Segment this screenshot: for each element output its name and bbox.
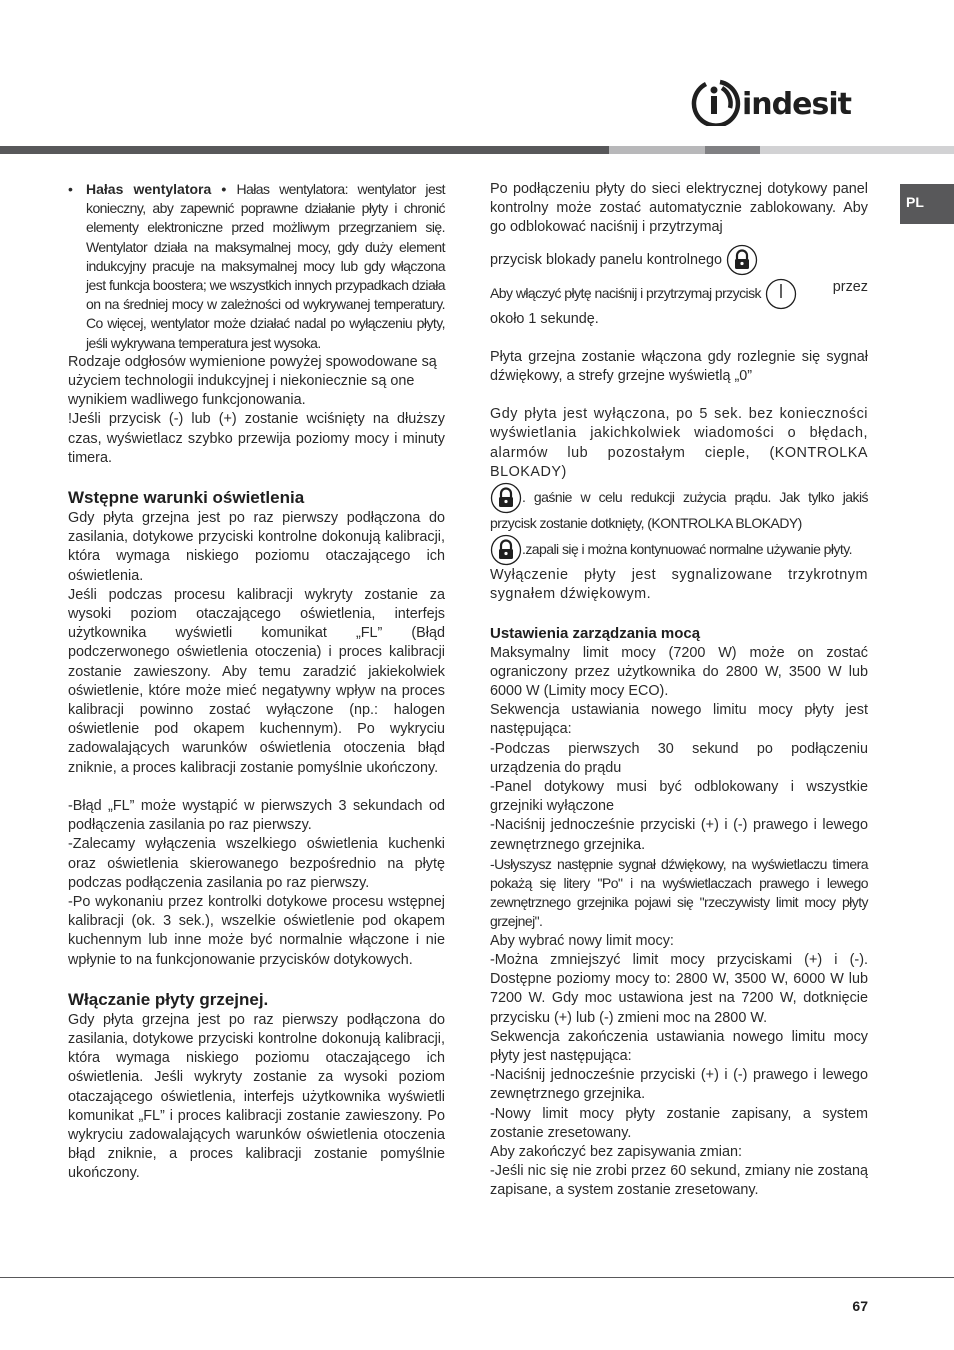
fan-noise-text: Hałas wentylatora: wentylator jest konieczny, aby zapewnić poprawne działanie płyty i chronić elementy elektroniczne przed możliwym przegrzaniem się. Wentylator działa na maksymalnej mocy, gdy duży element indukcyjny pracuje na maksymalnej mocy lub gdy włączona jest funkcja boostera; we wszystkich innych przypadkach działa on na średniej mocy w zależności od wykrywanej temperatury. Co więcej, wentylator może działać nadal po wyłączeniu płyty, jeśli wykrywana temperatura jest wysoka. <box>86 181 445 351</box>
fl-note-3: -Po wykonaniu przez kontrolki dotykowe procesu wstępnej kalibracji (ok. 3 sek.), wszelkie oświetlenie pod okapem kuchennym lub inne może być normalnie włączone i nie wpłynie to na funkcjonowanie przycisków dotykowych. <box>68 893 445 968</box>
power-paragraph-end: około 1 sekundę. <box>490 310 599 327</box>
fl-note-1: -Błąd „FL” może wystąpić w pierwszych 3 sekundach od podłączenia zasilania po raz pierwszy. <box>68 797 445 834</box>
power-line-9: Sekwencja zakończenia ustawiania nowego limitu mocy płyty jest następująca: <box>490 1028 868 1064</box>
power-line-1: Maksymalny limit mocy (7200 W) może on zostać ograniczony przez użytkownika do 2800 W, 3500 W lub 6000 W (Limity mocy ECO). <box>490 644 868 700</box>
lock-paragraph-end: przycisk blokady panelu kontrolnego <box>490 244 868 276</box>
switch-off-signal: Wyłączenie płyty jest sygnalizowane trzykrotnym sygnałem dźwiękowym. <box>490 567 868 603</box>
heading-lighting: Wstępne warunki oświetlenia <box>68 488 305 508</box>
lock-paragraph: Po podłączeniu płyty do sieci elektrycznej dotykowy panel kontrolny może zostać automatycznie zablokowany. Aby go odblokować naciśnij i przytrzymaj <box>490 181 868 236</box>
standby-paragraph-2: . gaśnie w celu redukcji zużycia prądu. Jak tylko jakiś przycisk zostanie dotknięty, (KONTROLKA BLOKADY) <box>490 482 868 534</box>
lock-icon <box>726 244 758 276</box>
power-icon <box>765 278 797 310</box>
button-hold-note: !Jeśli przycisk (-) lub (+) zostanie wciśnięty na dłuższy czas, wyświetlacz szybko przewija poziomy mocy i minuty timera. <box>68 411 445 466</box>
header-rule-light <box>609 146 705 154</box>
lock-icon-2 <box>490 482 522 514</box>
left-column <box>68 180 445 1184</box>
fl-note-2: -Zalecamy wyłączenia wszelkiego oświetlenia kuchenki oraz oświetlenia skierowanego bezpośrednio na płytę podczas podłączenia zasilania po raz pierwszy. <box>68 836 445 891</box>
lighting-paragraph-2: Jeśli podczas procesu kalibracji wykryty zostanie za wysoki poziom otaczającego oświetlenia, interfejs użytkownika wyświetli komunikat „FL” (Błąd podczerwonego oświetlenia otoczenia) i proces kalibracji zostanie zawieszony. Aby temu zaradzić jakiekolwiek oświetlenie, które może mieć negatywny wpływ na proces kalibracji powinno zostać wyłączone (np.: halogen oświetlenie pod okapem kuchennym). Po wykryciu zadowalających warunków oświetlenia otoczenia błąd zniknie, a proces kalibracji zostanie pomyślnie ukończony. <box>68 586 445 776</box>
bullet-dot: • <box>68 181 73 197</box>
noise-note: Rodzaje odgłosów wymienione powyżej spowodowane są użyciem technologii indukcyjnej i niekoniecznie są one wynikiem wadliwego funkcjonowania. <box>68 353 437 409</box>
header-rule-dark <box>0 146 609 154</box>
lock-icon-3 <box>490 534 522 566</box>
fan-noise-bullet: • Hałas wentylatora • Hałas wentylatora: wentylator jest konieczny, aby zapewnić poprawne działanie płyty i chronić elementy elektroniczne przed możliwym przegrzaniem się. Wentylator działa na maksymalnej mocy, gdy duży element indukcyjny pracuje na maksymalnej mocy lub gdy włączona jest funkcja boostera; we wszystkich innych przypadkach działa on na średniej mocy w zależności od wykrywanej temperatury. Co więcej, wentylator może działać nadal po wyłączeniu płyty, jeśli wykrywana temperatura jest wysoka. <box>68 181 445 351</box>
header-rule-pale <box>760 146 954 154</box>
power-paragraph: Aby włączyć płytę naciśnij i przytrzymaj przycisk przez <box>490 278 868 310</box>
power-line-8: -Można zmniejszyć limit mocy przyciskami (+) i (-). Dostępne poziomy mocy to: 2800 W, 3500 W, 6000 W lub 7200 W. Gdy moc ustawiona jest na 7200 W, dotknięcie przycisku (+) lub (-) zmieni moc na 2800 W. <box>490 951 868 1026</box>
lighting-paragraph-1: Gdy płyta grzejna jest po raz pierwszy podłączona do zasilania, dotykowe przyciski kontrolne dokonują kalibracji, która wymaga niskiego poziomu otaczającego ich oświetlenia. <box>68 510 445 584</box>
header-rule-mid <box>705 146 760 154</box>
power-line-7: Aby wybrać nowy limit mocy: <box>490 932 674 949</box>
heading-switch-on: Włączanie płyty grzejnej. <box>68 989 269 1009</box>
power-line-2: Sekwencja ustawiania nowego limitu mocy płyty jest następująca: <box>490 702 868 738</box>
right-column <box>490 180 868 1201</box>
page-number: 67 <box>852 1298 868 1314</box>
power-line-6: -Usłyszysz następnie sygnał dźwiękowy, na wyświetlaczu timera pokażą się litery "Po" i na wyświetlaczach prawego i lewego zewnętrznego grzejnika pojawi się "rzeczywisty limit mocy płyty grzejnej". <box>490 855 868 930</box>
switch-on-paragraph: Gdy płyta grzejna jest po raz pierwszy podłączona do zasilania, dotykowe przyciski kontrolne dokonują kalibracji, która wymaga niskiego poziomu otaczającego ich oświetlenia. Jeśli wykryty zostanie za wysoki poziom otaczającego oświetlenia, interfejs użytkownika wyświetli komunikat „FL” i proces kalibracji zostanie zawieszony. Po wykryciu zadowalających warunków oświetlenia otoczenia błąd zniknie, a proces kalibracji zostanie pomyślnie ukończony. <box>68 1011 445 1182</box>
indesit-logo <box>690 76 870 126</box>
heading-power-management: Ustawienia zarządzania mocą <box>490 624 701 642</box>
power-line-3: -Podczas pierwszych 30 sekund po podłączeniu urządzenia do prądu <box>490 740 868 776</box>
switch-on-signal: Płyta grzejna zostanie włączona gdy rozlegnie się sygnał dźwiękowy, a strefy grzejne wyświetlą „0” <box>490 348 868 385</box>
power-line-12: Aby zakończyć bez zapisywania zmian: <box>490 1143 742 1160</box>
power-line-11: -Nowy limit mocy płyty zostanie zapisany, a system zostanie zresetowany. <box>490 1105 868 1141</box>
power-line-4: -Panel dotykowy musi być odblokowany i wszystkie grzejniki wyłączone <box>490 779 868 815</box>
language-tab: PL <box>900 184 954 224</box>
logo-wordmark: indesit <box>742 87 851 122</box>
power-line-5: -Naciśnij jednocześnie przyciski (+) i (-) prawego i lewego zewnętrznego grzejnika. <box>490 817 868 853</box>
power-line-13: -Jeśli nic się nie zrobi przez 60 sekund, zmiany nie zostaną zapisane, a system zostanie zresetowany. <box>490 1163 868 1199</box>
power-line-10: -Naciśnij jednocześnie przyciski (+) i (-) prawego i lewego zewnętrznego grzejnika. <box>490 1067 868 1103</box>
standby-paragraph-1: Gdy płyta jest wyłączona, po 5 sek. bez konieczności wyświetlania jakichkolwiek wiadomości o błędach, alarmów lub pozostałym cieple, (KONTROLKA BLOKADY) <box>490 406 868 480</box>
fan-noise-title: Hałas wentylatora <box>86 181 212 197</box>
footer-rule <box>0 1277 954 1278</box>
standby-paragraph-3: .zapali się i można kontynuować normalne używanie płyty. <box>490 534 868 566</box>
